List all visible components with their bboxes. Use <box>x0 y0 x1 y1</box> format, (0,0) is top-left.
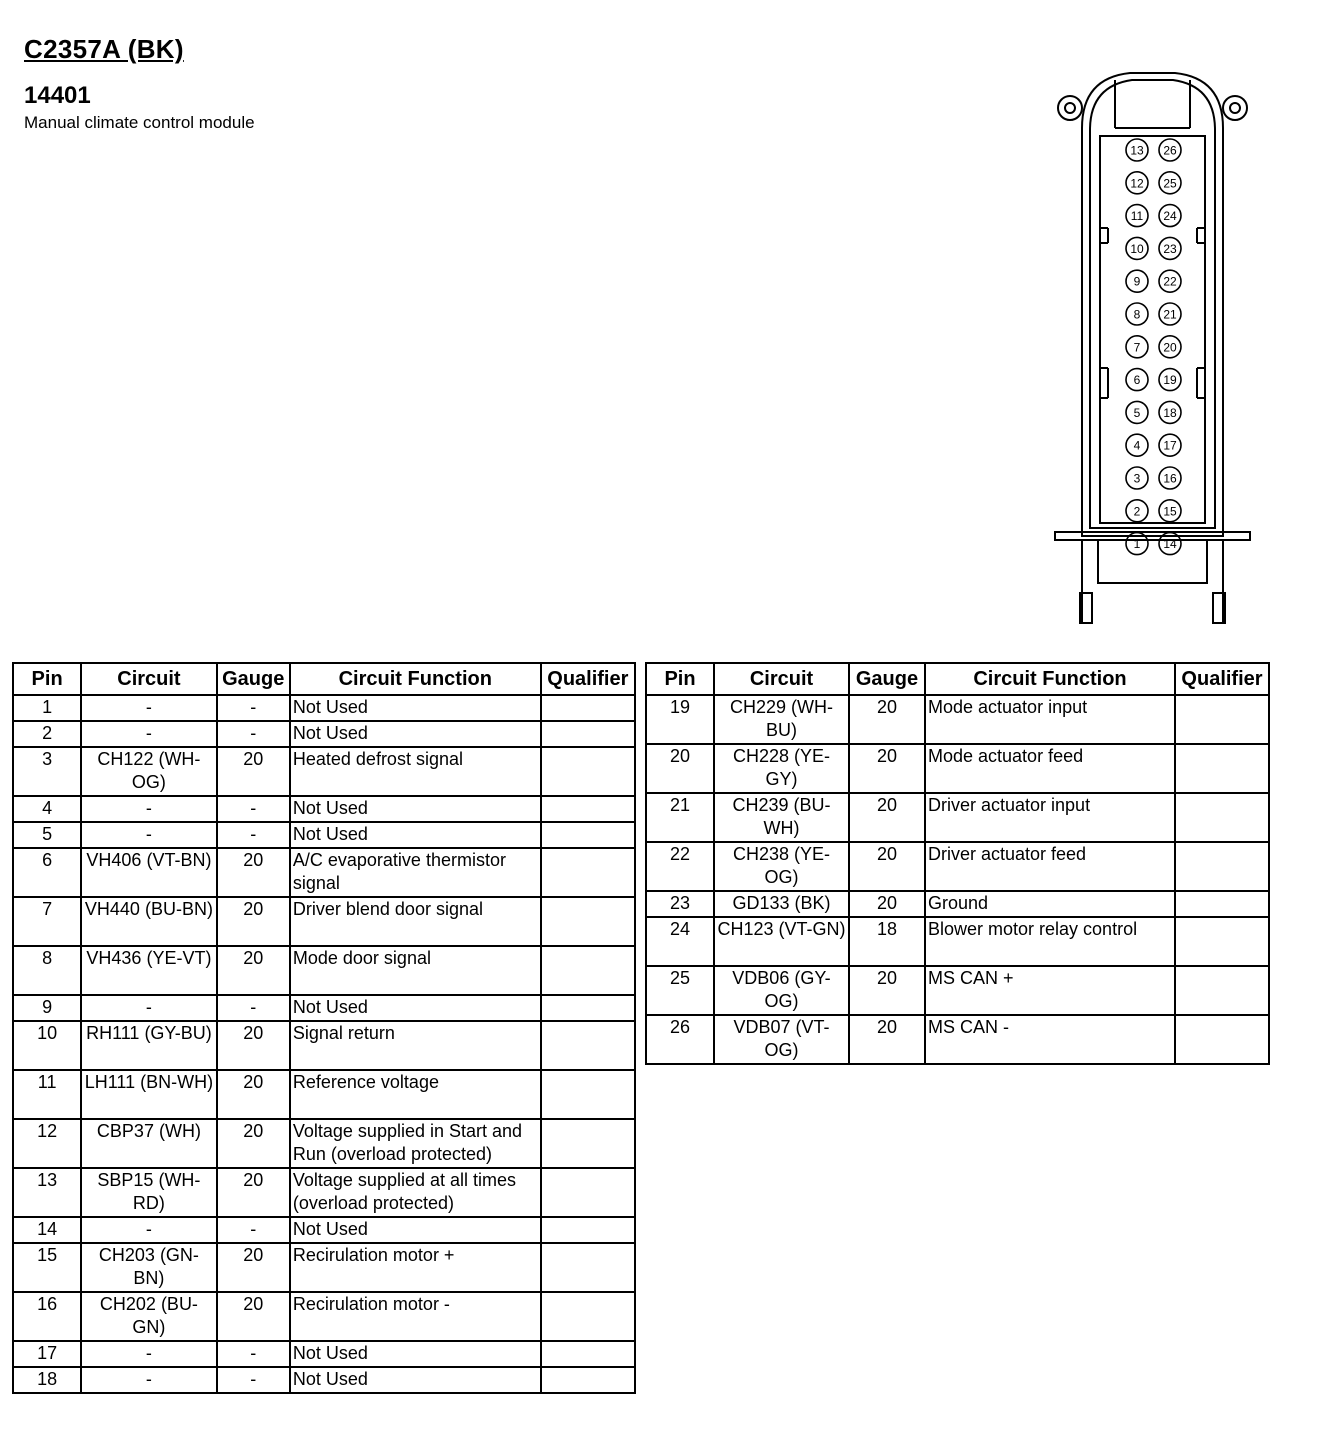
pin-number: 1 <box>13 695 81 721</box>
circuit-code: - <box>81 796 216 822</box>
wire-gauge: - <box>217 796 290 822</box>
pin-row <box>646 966 1269 1015</box>
wire-gauge: 20 <box>849 695 925 744</box>
qualifier <box>541 1168 635 1217</box>
circuit-code: CH228 (YE-GY) <box>714 744 849 793</box>
connector-face-diagram <box>1050 68 1255 628</box>
wire-gauge: 20 <box>217 1168 290 1217</box>
qualifier <box>541 946 635 995</box>
circuit-code: - <box>81 1367 216 1393</box>
wire-gauge: - <box>217 1367 290 1393</box>
pin-number: 22 <box>646 842 714 891</box>
pin-number: 16 <box>13 1292 81 1341</box>
qualifier <box>541 1217 635 1243</box>
circuit-function: Driver actuator feed <box>925 842 1175 891</box>
pin-cavity-label: 6 <box>1133 373 1141 388</box>
header-circuit-function: Circuit Function <box>925 663 1175 695</box>
pin-row <box>646 793 1269 842</box>
header-circuit: Circuit <box>714 663 849 695</box>
header-pin: Pin <box>646 663 714 695</box>
circuit-code: CH123 (VT-GN) <box>714 917 849 966</box>
circuit-function: Voltage supplied at all times (overload protected) <box>290 1168 541 1217</box>
circuit-code: - <box>81 695 216 721</box>
wire-gauge: 20 <box>849 744 925 793</box>
pin-row <box>646 744 1269 793</box>
qualifier <box>541 1367 635 1393</box>
circuit-code: VH406 (VT-BN) <box>81 848 216 897</box>
wire-gauge: - <box>217 1217 290 1243</box>
part-number: 14401 <box>24 82 91 109</box>
circuit-function: Not Used <box>290 796 541 822</box>
circuit-function: MS CAN - <box>925 1015 1175 1064</box>
pin-cavity-label: 19 <box>1163 373 1177 388</box>
pin-cavity-label: 22 <box>1163 274 1177 289</box>
pin-number: 5 <box>13 822 81 848</box>
pin-number: 3 <box>13 747 81 796</box>
circuit-function: Voltage supplied in Start and Run (overload protected) <box>290 1119 541 1168</box>
qualifier <box>541 848 635 897</box>
qualifier <box>1175 695 1269 744</box>
pin-cavity-label: 16 <box>1163 471 1177 486</box>
qualifier <box>541 897 635 946</box>
wire-gauge: 20 <box>849 891 925 917</box>
qualifier <box>541 1243 635 1292</box>
wire-gauge: - <box>217 721 290 747</box>
qualifier <box>1175 917 1269 966</box>
pin-row <box>13 721 635 747</box>
pin-number: 7 <box>13 897 81 946</box>
connector-title: C2357A (BK) <box>24 34 184 64</box>
qualifier <box>541 1292 635 1341</box>
pin-cavity-label: 4 <box>1133 438 1141 453</box>
pin-cavity-label: 26 <box>1163 143 1177 158</box>
pin-number: 20 <box>646 744 714 793</box>
wire-gauge: 20 <box>849 966 925 1015</box>
circuit-function: Not Used <box>290 695 541 721</box>
wire-gauge: 20 <box>217 897 290 946</box>
pin-number: 6 <box>13 848 81 897</box>
pin-cavity-label: 10 <box>1130 241 1144 256</box>
pin-cavity-label: 23 <box>1163 241 1177 256</box>
circuit-code: CH202 (BU-GN) <box>81 1292 216 1341</box>
header-circuit: Circuit <box>81 663 216 695</box>
circuit-function: MS CAN + <box>925 966 1175 1015</box>
header-circuit-function: Circuit Function <box>290 663 541 695</box>
wire-gauge: - <box>217 1341 290 1367</box>
qualifier <box>541 747 635 796</box>
pin-number: 25 <box>646 966 714 1015</box>
circuit-function: Not Used <box>290 822 541 848</box>
qualifier <box>541 721 635 747</box>
pin-number: 12 <box>13 1119 81 1168</box>
pin-number: 23 <box>646 891 714 917</box>
pin-row <box>13 1292 635 1341</box>
pin-row <box>13 1367 635 1393</box>
circuit-code: CH203 (GN-BN) <box>81 1243 216 1292</box>
circuit-code: RH111 (GY-BU) <box>81 1021 216 1070</box>
pin-cavity-label: 8 <box>1133 307 1141 322</box>
pin-cavity-label: 11 <box>1130 209 1144 224</box>
pin-row <box>646 891 1269 917</box>
wire-gauge: 20 <box>217 747 290 796</box>
module-description: Manual climate control module <box>24 113 255 132</box>
circuit-function: Not Used <box>290 1217 541 1243</box>
circuit-code: - <box>81 1217 216 1243</box>
circuit-function: Reference voltage <box>290 1070 541 1119</box>
qualifier <box>541 1021 635 1070</box>
pin-number: 26 <box>646 1015 714 1064</box>
wire-gauge: 20 <box>849 1015 925 1064</box>
circuit-function: Heated defrost signal <box>290 747 541 796</box>
circuit-code: - <box>81 822 216 848</box>
wire-gauge: 20 <box>217 848 290 897</box>
pin-number: 15 <box>13 1243 81 1292</box>
pin-cavity-label: 25 <box>1163 176 1177 191</box>
pin-row <box>13 897 635 946</box>
qualifier <box>541 995 635 1021</box>
wire-gauge: 20 <box>849 793 925 842</box>
circuit-code: VDB06 (GY-OG) <box>714 966 849 1015</box>
qualifier <box>541 1070 635 1119</box>
wire-gauge: 18 <box>849 917 925 966</box>
pin-cavity-label: 13 <box>1130 143 1144 158</box>
pin-number: 8 <box>13 946 81 995</box>
pin-number: 14 <box>13 1217 81 1243</box>
header-pin: Pin <box>13 663 81 695</box>
pin-number: 4 <box>13 796 81 822</box>
pin-cavity-label: 5 <box>1133 405 1141 420</box>
circuit-function: A/C evaporative thermistor signal <box>290 848 541 897</box>
qualifier <box>1175 744 1269 793</box>
circuit-function: Mode actuator input <box>925 695 1175 744</box>
circuit-code: VH436 (YE-VT) <box>81 946 216 995</box>
circuit-code: GD133 (BK) <box>714 891 849 917</box>
pin-row <box>646 917 1269 966</box>
pin-number: 10 <box>13 1021 81 1070</box>
wire-gauge: 20 <box>217 946 290 995</box>
pin-number: 13 <box>13 1168 81 1217</box>
circuit-function: Blower motor relay control <box>925 917 1175 966</box>
circuit-code: CH239 (BU-WH) <box>714 793 849 842</box>
qualifier <box>541 796 635 822</box>
wire-gauge: 20 <box>217 1243 290 1292</box>
circuit-code: CH229 (WH-BU) <box>714 695 849 744</box>
circuit-code: VH440 (BU-BN) <box>81 897 216 946</box>
circuit-code: CH122 (WH-OG) <box>81 747 216 796</box>
header-qualifier: Qualifier <box>1175 663 1269 695</box>
qualifier <box>541 822 635 848</box>
pin-row <box>13 822 635 848</box>
pin-cavity-label: 17 <box>1163 438 1177 453</box>
pin-cavity-label: 21 <box>1163 307 1177 322</box>
pin-row <box>13 1119 635 1168</box>
pin-number: 19 <box>646 695 714 744</box>
circuit-function: Mode door signal <box>290 946 541 995</box>
pin-row <box>13 747 635 796</box>
pin-cavity-label: 20 <box>1163 340 1177 355</box>
circuit-function: Mode actuator feed <box>925 744 1175 793</box>
pin-number: 9 <box>13 995 81 1021</box>
circuit-function: Not Used <box>290 721 541 747</box>
pin-row <box>13 796 635 822</box>
circuit-function: Signal return <box>290 1021 541 1070</box>
pin-row <box>13 695 635 721</box>
circuit-code: - <box>81 995 216 1021</box>
qualifier <box>1175 793 1269 842</box>
pin-row <box>13 1341 635 1367</box>
qualifier <box>1175 891 1269 917</box>
pin-number: 2 <box>13 721 81 747</box>
pin-cavity-label: 18 <box>1163 405 1177 420</box>
circuit-function: Not Used <box>290 1341 541 1367</box>
pin-cavity-label: 12 <box>1130 176 1144 191</box>
pin-cavity-label: 2 <box>1133 504 1141 519</box>
circuit-function: Not Used <box>290 995 541 1021</box>
pin-table-right <box>645 662 1270 1065</box>
pin-cavity-label: 3 <box>1133 471 1141 486</box>
pin-cavity-label: 15 <box>1163 504 1177 519</box>
wire-gauge: - <box>217 695 290 721</box>
pin-number: 11 <box>13 1070 81 1119</box>
pin-cavity-label: 7 <box>1133 340 1141 355</box>
pin-row <box>646 842 1269 891</box>
wire-gauge: - <box>217 822 290 848</box>
wire-gauge: 20 <box>849 842 925 891</box>
qualifier <box>541 695 635 721</box>
table-header-row <box>646 663 1269 695</box>
circuit-code: CH238 (YE-OG) <box>714 842 849 891</box>
circuit-code: - <box>81 721 216 747</box>
pin-cavity-label: 14 <box>1163 537 1177 552</box>
circuit-code: SBP15 (WH-RD) <box>81 1168 216 1217</box>
pin-row <box>13 1021 635 1070</box>
header-qualifier: Qualifier <box>541 663 635 695</box>
pin-number: 24 <box>646 917 714 966</box>
header-gauge: Gauge <box>217 663 290 695</box>
wire-gauge: 20 <box>217 1292 290 1341</box>
qualifier <box>1175 1015 1269 1064</box>
pin-row <box>13 848 635 897</box>
circuit-function: Not Used <box>290 1367 541 1393</box>
circuit-function: Recirulation motor + <box>290 1243 541 1292</box>
wire-gauge: 20 <box>217 1021 290 1070</box>
circuit-function: Ground <box>925 891 1175 917</box>
pin-row <box>646 1015 1269 1064</box>
pin-row <box>13 1070 635 1119</box>
circuit-code: LH111 (BN-WH) <box>81 1070 216 1119</box>
header-gauge: Gauge <box>849 663 925 695</box>
circuit-code: - <box>81 1341 216 1367</box>
circuit-function: Driver blend door signal <box>290 897 541 946</box>
wire-gauge: 20 <box>217 1070 290 1119</box>
pin-number: 21 <box>646 793 714 842</box>
table-header-row <box>13 663 635 695</box>
pin-cavity-label: 1 <box>1133 537 1141 552</box>
pin-number: 18 <box>13 1367 81 1393</box>
qualifier <box>1175 966 1269 1015</box>
wire-gauge: - <box>217 995 290 1021</box>
circuit-function: Recirulation motor - <box>290 1292 541 1341</box>
pin-row <box>13 1243 635 1292</box>
pin-row <box>13 946 635 995</box>
pin-table-left <box>12 662 636 1394</box>
qualifier <box>541 1341 635 1367</box>
circuit-code: CBP37 (WH) <box>81 1119 216 1168</box>
pin-cavity-label: 24 <box>1163 209 1177 224</box>
qualifier <box>1175 842 1269 891</box>
pin-row <box>13 1168 635 1217</box>
qualifier <box>541 1119 635 1168</box>
circuit-code: VDB07 (VT-OG) <box>714 1015 849 1064</box>
circuit-function: Driver actuator input <box>925 793 1175 842</box>
pin-row <box>13 1217 635 1243</box>
pin-row <box>646 695 1269 744</box>
wire-gauge: 20 <box>217 1119 290 1168</box>
pin-row <box>13 995 635 1021</box>
pin-number: 17 <box>13 1341 81 1367</box>
pin-cavity-label: 9 <box>1133 274 1141 289</box>
